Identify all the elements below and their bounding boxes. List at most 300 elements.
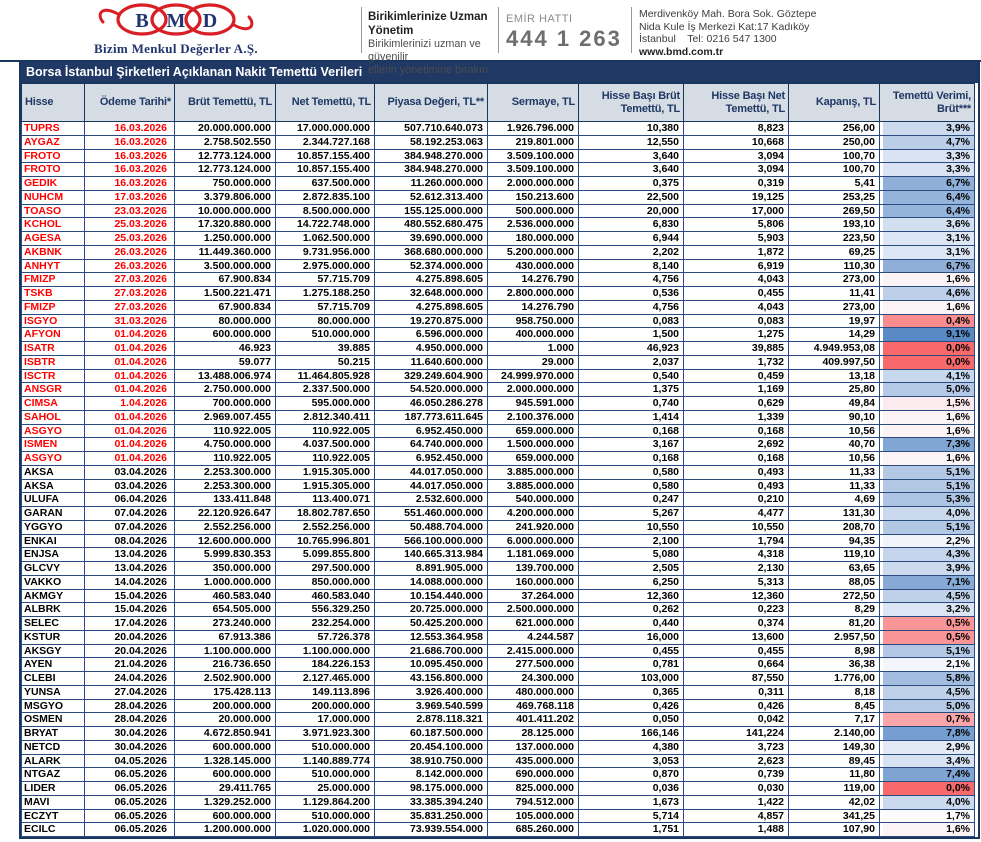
cell-odeme-tarihi: 14.04.2026 xyxy=(85,575,175,589)
cell-hisse-basi-net: 0,223 xyxy=(684,603,789,617)
cell-brut-temettu: 4.750.000.000 xyxy=(175,438,276,452)
cell-temettu-verimi: 3,4% xyxy=(880,754,975,768)
cell-hisse: ENJSA xyxy=(22,548,85,562)
cell-hisse: GARAN xyxy=(22,507,85,521)
cell-hisse-basi-net: 3,094 xyxy=(684,163,789,177)
cell-kapanis: 269,50 xyxy=(789,204,880,218)
cell-net-temettu: 200.000.000 xyxy=(276,699,375,713)
cell-odeme-tarihi: 01.04.2026 xyxy=(85,452,175,466)
cell-net-temettu: 39.885 xyxy=(276,342,375,356)
table-row xyxy=(22,782,975,796)
table-row xyxy=(22,658,975,672)
cell-net-temettu: 460.583.040 xyxy=(276,589,375,603)
cell-kapanis: 13,18 xyxy=(789,369,880,383)
cell-hisse-basi-brut: 0,168 xyxy=(579,424,684,438)
cell-sermaye: 3.885.000.000 xyxy=(488,479,579,493)
dividend-table xyxy=(21,83,975,837)
cell-piyasa-degeri: 20.725.000.000 xyxy=(375,603,488,617)
table-row xyxy=(22,520,975,534)
cell-brut-temettu: 10.000.000.000 xyxy=(175,204,276,218)
cell-odeme-tarihi: 26.03.2026 xyxy=(85,259,175,273)
address-block xyxy=(639,8,816,58)
cell-piyasa-degeri: 507.710.640.073 xyxy=(375,122,488,136)
cell-odeme-tarihi: 04.05.2026 xyxy=(85,754,175,768)
cell-odeme-tarihi: 21.04.2026 xyxy=(85,658,175,672)
cell-piyasa-degeri: 10.095.450.000 xyxy=(375,658,488,672)
cell-kapanis: 94,35 xyxy=(789,534,880,548)
cell-sermaye: 430.000.000 xyxy=(488,259,579,273)
table-row xyxy=(22,232,975,246)
dividend-report xyxy=(19,62,980,839)
cell-hisse: ECZYT xyxy=(22,809,85,823)
table-row xyxy=(22,259,975,273)
cell-brut-temettu: 600.000.000 xyxy=(175,809,276,823)
cell-hisse-basi-net: 0,210 xyxy=(684,493,789,507)
cell-brut-temettu: 460.583.040 xyxy=(175,589,276,603)
cell-net-temettu: 110.922.005 xyxy=(276,424,375,438)
cell-kapanis: 149,30 xyxy=(789,740,880,754)
cell-temettu-verimi: 4,7% xyxy=(880,135,975,149)
cell-hisse-basi-brut: 166,146 xyxy=(579,727,684,741)
cell-hisse-basi-net: 1,422 xyxy=(684,795,789,809)
cell-sermaye: 659.000.000 xyxy=(488,452,579,466)
cell-hisse-basi-net: 0,030 xyxy=(684,782,789,796)
cell-brut-temettu: 12.773.124.000 xyxy=(175,163,276,177)
cell-kapanis: 272,50 xyxy=(789,589,880,603)
cell-brut-temettu: 1.000.000.000 xyxy=(175,575,276,589)
cell-piyasa-degeri: 566.100.000.000 xyxy=(375,534,488,548)
cell-net-temettu: 232.254.000 xyxy=(276,617,375,631)
cell-temettu-verimi: 7,8% xyxy=(880,727,975,741)
cell-kapanis: 341,25 xyxy=(789,809,880,823)
table-row xyxy=(22,465,975,479)
cell-brut-temettu: 110.922.005 xyxy=(175,452,276,466)
cell-temettu-verimi: 0,7% xyxy=(880,713,975,727)
cell-kapanis: 11,33 xyxy=(789,465,880,479)
cell-sermaye: 958.750.000 xyxy=(488,314,579,328)
cell-sermaye: 685.260.000 xyxy=(488,823,579,837)
cell-hisse: AFYON xyxy=(22,328,85,342)
cell-brut-temettu: 67.900.834 xyxy=(175,273,276,287)
table-row xyxy=(22,575,975,589)
cell-piyasa-degeri: 52.374.000.000 xyxy=(375,259,488,273)
cell-net-temettu: 510.000.000 xyxy=(276,740,375,754)
cell-sermaye: 14.276.790 xyxy=(488,273,579,287)
cell-temettu-verimi: 1,6% xyxy=(880,300,975,314)
cell-net-temettu: 5.099.855.800 xyxy=(276,548,375,562)
cell-hisse-basi-brut: 2,100 xyxy=(579,534,684,548)
cell-temettu-verimi: 5,1% xyxy=(880,520,975,534)
cell-hisse-basi-brut: 0,036 xyxy=(579,782,684,796)
cell-brut-temettu: 600.000.000 xyxy=(175,328,276,342)
cell-hisse: ENKAI xyxy=(22,534,85,548)
cell-hisse: AYGAZ xyxy=(22,135,85,149)
cell-odeme-tarihi: 27.04.2026 xyxy=(85,685,175,699)
cell-hisse: MSGYO xyxy=(22,699,85,713)
cell-hisse-basi-brut: 1,751 xyxy=(579,823,684,837)
table-row xyxy=(22,438,975,452)
cell-kapanis: 131,30 xyxy=(789,507,880,521)
cell-piyasa-degeri: 19.270.875.000 xyxy=(375,314,488,328)
cell-sermaye: 3.509.100.000 xyxy=(488,163,579,177)
column-header-hisse: Hisse xyxy=(22,84,85,122)
column-header-kapanis: Kapanış, TL xyxy=(789,84,880,122)
table-row xyxy=(22,630,975,644)
cell-hisse-basi-net: 0,374 xyxy=(684,617,789,631)
table-row xyxy=(22,273,975,287)
column-header-sermaye: Sermaye, TL xyxy=(488,84,579,122)
cell-brut-temettu: 59.077 xyxy=(175,355,276,369)
cell-hisse: AKMGY xyxy=(22,589,85,603)
cell-piyasa-degeri: 2.878.118.321 xyxy=(375,713,488,727)
cell-temettu-verimi: 1,6% xyxy=(880,452,975,466)
cell-odeme-tarihi: 25.03.2026 xyxy=(85,218,175,232)
cell-sermaye: 139.700.000 xyxy=(488,562,579,576)
cell-net-temettu: 57.715.709 xyxy=(276,300,375,314)
cell-piyasa-degeri: 384.948.270.000 xyxy=(375,149,488,163)
cell-hisse-basi-net: 17,000 xyxy=(684,204,789,218)
cell-net-temettu: 1.915.305.000 xyxy=(276,479,375,493)
cell-hisse-basi-net: 0,455 xyxy=(684,287,789,301)
cell-net-temettu: 2.127.465.000 xyxy=(276,672,375,686)
cell-hisse: FMIZP xyxy=(22,273,85,287)
cell-hisse-basi-brut: 22,500 xyxy=(579,190,684,204)
cell-hisse-basi-net: 19,125 xyxy=(684,190,789,204)
cell-hisse-basi-brut: 0,580 xyxy=(579,465,684,479)
cell-kapanis: 5,41 xyxy=(789,177,880,191)
cell-kapanis: 11,33 xyxy=(789,479,880,493)
cell-piyasa-degeri: 4.950.000.000 xyxy=(375,342,488,356)
cell-sermaye: 3.509.100.000 xyxy=(488,149,579,163)
cell-odeme-tarihi: 03.04.2026 xyxy=(85,465,175,479)
cell-odeme-tarihi: 31.03.2026 xyxy=(85,314,175,328)
cell-sermaye: 435.000.000 xyxy=(488,754,579,768)
cell-kapanis: 253,25 xyxy=(789,190,880,204)
cell-hisse-basi-net: 4,477 xyxy=(684,507,789,521)
cell-net-temettu: 2.344.727.168 xyxy=(276,135,375,149)
table-row xyxy=(22,644,975,658)
dividend-table-body xyxy=(22,122,975,837)
cell-sermaye: 160.000.000 xyxy=(488,575,579,589)
slogan-block xyxy=(368,11,496,77)
cell-piyasa-degeri: 39.690.000.000 xyxy=(375,232,488,246)
cell-hisse: FROTO xyxy=(22,163,85,177)
cell-net-temettu: 11.464.805.928 xyxy=(276,369,375,383)
cell-brut-temettu: 20.000.000 xyxy=(175,713,276,727)
cell-kapanis: 8,18 xyxy=(789,685,880,699)
cell-hisse-basi-net: 10,668 xyxy=(684,135,789,149)
cell-hisse-basi-net: 1,339 xyxy=(684,410,789,424)
cell-sermaye: 37.264.000 xyxy=(488,589,579,603)
cell-brut-temettu: 600.000.000 xyxy=(175,768,276,782)
cell-brut-temettu: 1.100.000.000 xyxy=(175,644,276,658)
table-row xyxy=(22,479,975,493)
cell-hisse-basi-net: 0,426 xyxy=(684,699,789,713)
table-row xyxy=(22,795,975,809)
table-row xyxy=(22,218,975,232)
cell-net-temettu: 57.715.709 xyxy=(276,273,375,287)
cell-brut-temettu: 17.320.880.000 xyxy=(175,218,276,232)
cell-hisse-basi-net: 12,360 xyxy=(684,589,789,603)
table-row xyxy=(22,809,975,823)
cell-hisse: VAKKO xyxy=(22,575,85,589)
cell-piyasa-degeri: 10.154.440.000 xyxy=(375,589,488,603)
column-header-temettu-verimi: Temettü Verimi, Brüt*** xyxy=(880,84,975,122)
cell-odeme-tarihi: 1.04.2026 xyxy=(85,397,175,411)
cell-hisse-basi-net: 5,313 xyxy=(684,575,789,589)
cell-brut-temettu: 600.000.000 xyxy=(175,740,276,754)
cell-hisse-basi-net: 4,043 xyxy=(684,273,789,287)
cell-kapanis: 1.776,00 xyxy=(789,672,880,686)
cell-hisse-basi-net: 87,550 xyxy=(684,672,789,686)
table-row xyxy=(22,727,975,741)
cell-piyasa-degeri: 6.952.450.000 xyxy=(375,424,488,438)
cell-kapanis: 193,10 xyxy=(789,218,880,232)
cell-net-temettu: 9.731.956.000 xyxy=(276,245,375,259)
cell-odeme-tarihi: 27.03.2026 xyxy=(85,273,175,287)
table-row xyxy=(22,204,975,218)
cell-hisse: AKSA xyxy=(22,479,85,493)
cell-brut-temettu: 216.736.650 xyxy=(175,658,276,672)
cell-piyasa-degeri: 52.612.313.400 xyxy=(375,190,488,204)
cell-hisse: OSMEN xyxy=(22,713,85,727)
cell-net-temettu: 17.000.000.000 xyxy=(276,122,375,136)
cell-hisse-basi-brut: 3,167 xyxy=(579,438,684,452)
cell-temettu-verimi: 4,5% xyxy=(880,589,975,603)
address-line: Merdivenköy Mah. Bora Sok. Göztepe xyxy=(639,8,817,20)
cell-kapanis: 273,00 xyxy=(789,273,880,287)
cell-sermaye: 219.801.000 xyxy=(488,135,579,149)
cell-hisse-basi-brut: 4,756 xyxy=(579,300,684,314)
cell-temettu-verimi: 5,1% xyxy=(880,479,975,493)
column-header-piyasa-degeri: Piyasa Değeri, TL** xyxy=(375,84,488,122)
cell-brut-temettu: 110.922.005 xyxy=(175,424,276,438)
cell-odeme-tarihi: 08.04.2026 xyxy=(85,534,175,548)
cell-odeme-tarihi: 27.03.2026 xyxy=(85,287,175,301)
cell-temettu-verimi: 6,4% xyxy=(880,190,975,204)
cell-hisse-basi-net: 4,318 xyxy=(684,548,789,562)
cell-odeme-tarihi: 23.03.2026 xyxy=(85,204,175,218)
cell-net-temettu: 1.915.305.000 xyxy=(276,465,375,479)
cell-hisse-basi-net: 4,857 xyxy=(684,809,789,823)
cell-temettu-verimi: 2,2% xyxy=(880,534,975,548)
cell-piyasa-degeri: 33.385.394.240 xyxy=(375,795,488,809)
cell-piyasa-degeri: 8.891.905.000 xyxy=(375,562,488,576)
cell-odeme-tarihi: 15.04.2026 xyxy=(85,603,175,617)
cell-odeme-tarihi: 17.04.2026 xyxy=(85,617,175,631)
cell-hisse-basi-net: 6,919 xyxy=(684,259,789,273)
cell-hisse: SAHOL xyxy=(22,410,85,424)
cell-kapanis: 90,10 xyxy=(789,410,880,424)
cell-temettu-verimi: 1,6% xyxy=(880,823,975,837)
cell-piyasa-degeri: 2.532.600.000 xyxy=(375,493,488,507)
cell-odeme-tarihi: 01.04.2026 xyxy=(85,328,175,342)
cell-brut-temettu: 2.502.900.000 xyxy=(175,672,276,686)
cell-piyasa-degeri: 20.454.100.000 xyxy=(375,740,488,754)
cell-hisse: ISCTR xyxy=(22,369,85,383)
cell-brut-temettu: 1.250.000.000 xyxy=(175,232,276,246)
cell-sermaye: 3.885.000.000 xyxy=(488,465,579,479)
cell-brut-temettu: 13.488.006.974 xyxy=(175,369,276,383)
cell-net-temettu: 17.000.000 xyxy=(276,713,375,727)
cell-hisse-basi-net: 1,794 xyxy=(684,534,789,548)
cell-temettu-verimi: 2,9% xyxy=(880,740,975,754)
cell-sermaye: 29.000 xyxy=(488,355,579,369)
cell-sermaye: 5.200.000.000 xyxy=(488,245,579,259)
cell-piyasa-degeri: 32.648.000.000 xyxy=(375,287,488,301)
table-row xyxy=(22,410,975,424)
cell-temettu-verimi: 3,9% xyxy=(880,122,975,136)
cell-hisse: GEDIK xyxy=(22,177,85,191)
cell-hisse: SELEC xyxy=(22,617,85,631)
cell-sermaye: 4.200.000.000 xyxy=(488,507,579,521)
cell-temettu-verimi: 9,1% xyxy=(880,328,975,342)
table-row xyxy=(22,383,975,397)
cell-kapanis: 42,02 xyxy=(789,795,880,809)
cell-kapanis: 69,25 xyxy=(789,245,880,259)
cell-odeme-tarihi: 16.03.2026 xyxy=(85,135,175,149)
cell-brut-temettu: 750.000.000 xyxy=(175,177,276,191)
cell-brut-temettu: 2.758.502.550 xyxy=(175,135,276,149)
cell-hisse-basi-net: 1,169 xyxy=(684,383,789,397)
header-divider xyxy=(361,7,362,53)
column-header-net-temettu: Net Temettü, TL xyxy=(276,84,375,122)
cell-brut-temettu: 200.000.000 xyxy=(175,699,276,713)
cell-net-temettu: 2.552.256.000 xyxy=(276,520,375,534)
cell-kapanis: 14,29 xyxy=(789,328,880,342)
cell-sermaye: 28.125.000 xyxy=(488,727,579,741)
cell-piyasa-degeri: 480.552.680.475 xyxy=(375,218,488,232)
cell-hisse: YUNSA xyxy=(22,685,85,699)
cell-odeme-tarihi: 07.04.2026 xyxy=(85,507,175,521)
table-row xyxy=(22,314,975,328)
cell-odeme-tarihi: 01.04.2026 xyxy=(85,424,175,438)
cell-kapanis: 89,45 xyxy=(789,754,880,768)
cell-sermaye: 469.768.118 xyxy=(488,699,579,713)
cell-piyasa-degeri: 11.640.600.000 xyxy=(375,355,488,369)
table-row xyxy=(22,177,975,191)
cell-net-temettu: 4.037.500.000 xyxy=(276,438,375,452)
cell-odeme-tarihi: 15.04.2026 xyxy=(85,589,175,603)
cell-temettu-verimi: 5,3% xyxy=(880,493,975,507)
cell-sermaye: 24.300.000 xyxy=(488,672,579,686)
cell-sermaye: 105.000.000 xyxy=(488,809,579,823)
cell-sermaye: 500.000.000 xyxy=(488,204,579,218)
cell-hisse-basi-brut: 2,505 xyxy=(579,562,684,576)
table-row xyxy=(22,534,975,548)
cell-temettu-verimi: 4,5% xyxy=(880,685,975,699)
cell-sermaye: 825.000.000 xyxy=(488,782,579,796)
cell-hisse: BRYAT xyxy=(22,727,85,741)
cell-piyasa-degeri: 6.596.000.000 xyxy=(375,328,488,342)
cell-hisse-basi-brut: 6,944 xyxy=(579,232,684,246)
cell-sermaye: 277.500.000 xyxy=(488,658,579,672)
cell-sermaye: 2.000.000.000 xyxy=(488,383,579,397)
cell-net-temettu: 297.500.000 xyxy=(276,562,375,576)
bmd-logo-icon xyxy=(92,3,260,36)
cell-hisse-basi-net: 1,488 xyxy=(684,823,789,837)
cell-kapanis: 36,38 xyxy=(789,658,880,672)
table-row xyxy=(22,548,975,562)
cell-hisse-basi-brut: 0,440 xyxy=(579,617,684,631)
cell-hisse-basi-net: 4,043 xyxy=(684,300,789,314)
cell-net-temettu: 113.400.071 xyxy=(276,493,375,507)
cell-temettu-verimi: 4,0% xyxy=(880,795,975,809)
cell-piyasa-degeri: 368.680.000.000 xyxy=(375,245,488,259)
cell-hisse-basi-net: 2,130 xyxy=(684,562,789,576)
cell-hisse-basi-brut: 1,414 xyxy=(579,410,684,424)
table-row xyxy=(22,685,975,699)
cell-hisse-basi-net: 2,623 xyxy=(684,754,789,768)
cell-sermaye: 400.000.000 xyxy=(488,328,579,342)
cell-odeme-tarihi: 06.05.2026 xyxy=(85,795,175,809)
address-line: İstanbul Tel: 0216 547 1300 xyxy=(639,33,777,45)
cell-brut-temettu: 46.923 xyxy=(175,342,276,356)
cell-temettu-verimi: 3,2% xyxy=(880,603,975,617)
cell-hisse: FMIZP xyxy=(22,300,85,314)
cell-temettu-verimi: 3,1% xyxy=(880,232,975,246)
cell-kapanis: 11,80 xyxy=(789,768,880,782)
cell-net-temettu: 1.129.864.200 xyxy=(276,795,375,809)
column-header-hisse-basi-brut: Hisse Başı Brüt Temettü, TL xyxy=(579,84,684,122)
order-line-block xyxy=(506,13,622,52)
logo-block xyxy=(88,3,264,57)
cell-temettu-verimi: 6,7% xyxy=(880,177,975,191)
cell-kapanis: 10,56 xyxy=(789,424,880,438)
cell-piyasa-degeri: 60.187.500.000 xyxy=(375,727,488,741)
cell-hisse-basi-brut: 3,053 xyxy=(579,754,684,768)
cell-odeme-tarihi: 17.03.2026 xyxy=(85,190,175,204)
cell-net-temettu: 510.000.000 xyxy=(276,328,375,342)
cell-hisse: TUPRS xyxy=(22,122,85,136)
cell-hisse-basi-brut: 103,000 xyxy=(579,672,684,686)
cell-hisse-basi-brut: 46,923 xyxy=(579,342,684,356)
cell-temettu-verimi: 7,3% xyxy=(880,438,975,452)
cell-odeme-tarihi: 06.05.2026 xyxy=(85,768,175,782)
cell-hisse-basi-net: 1,275 xyxy=(684,328,789,342)
cell-brut-temettu: 654.505.000 xyxy=(175,603,276,617)
cell-hisse: ALBRK xyxy=(22,603,85,617)
cell-odeme-tarihi: 30.04.2026 xyxy=(85,727,175,741)
cell-temettu-verimi: 1,6% xyxy=(880,273,975,287)
cell-sermaye: 180.000.000 xyxy=(488,232,579,246)
cell-temettu-verimi: 7,1% xyxy=(880,575,975,589)
cell-temettu-verimi: 7,4% xyxy=(880,768,975,782)
cell-odeme-tarihi: 13.04.2026 xyxy=(85,562,175,576)
cell-sermaye: 150.213.600 xyxy=(488,190,579,204)
cell-sermaye: 540.000.000 xyxy=(488,493,579,507)
cell-temettu-verimi: 1,6% xyxy=(880,424,975,438)
cell-net-temettu: 595.000.000 xyxy=(276,397,375,411)
cell-brut-temettu: 1.328.145.000 xyxy=(175,754,276,768)
cell-piyasa-degeri: 98.175.000.000 xyxy=(375,782,488,796)
cell-piyasa-degeri: 3.926.400.000 xyxy=(375,685,488,699)
cell-odeme-tarihi: 01.04.2026 xyxy=(85,438,175,452)
logo-letter-m: M xyxy=(166,10,186,32)
cell-net-temettu: 1.062.500.000 xyxy=(276,232,375,246)
cell-brut-temettu: 273.240.000 xyxy=(175,617,276,631)
order-line-label: EMİR HATTI xyxy=(506,13,573,25)
cell-hisse-basi-net: 5,903 xyxy=(684,232,789,246)
cell-piyasa-degeri: 50.488.704.000 xyxy=(375,520,488,534)
cell-temettu-verimi: 6,7% xyxy=(880,259,975,273)
cell-odeme-tarihi: 30.04.2026 xyxy=(85,740,175,754)
cell-sermaye: 401.411.202 xyxy=(488,713,579,727)
cell-hisse-basi-net: 141,224 xyxy=(684,727,789,741)
cell-odeme-tarihi: 01.04.2026 xyxy=(85,355,175,369)
cell-sermaye: 1.500.000.000 xyxy=(488,438,579,452)
cell-hisse-basi-brut: 0,540 xyxy=(579,369,684,383)
